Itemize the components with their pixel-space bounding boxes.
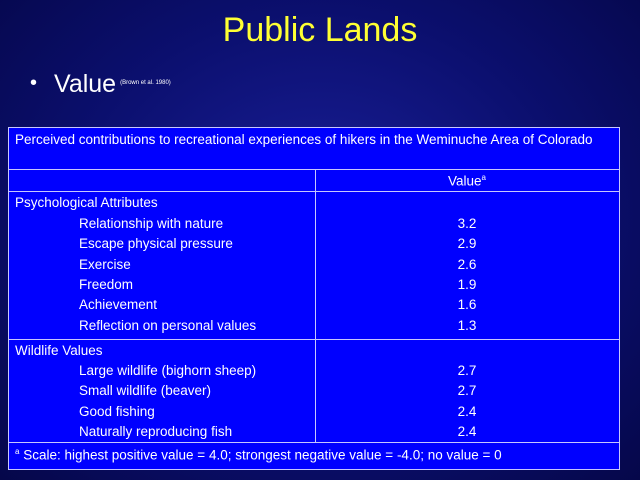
table-row-value: 1.3 [457, 318, 477, 333]
group-label: Psychological Attributes [15, 195, 158, 210]
table-row-value: 2.6 [457, 257, 477, 272]
table-row-label: Freedom [79, 277, 134, 292]
footnote-text: Scale: highest positive value = 4.0; strongest negative value = -4.0; no value = 0 [19, 447, 502, 463]
table-row-label: Exercise [79, 257, 131, 272]
table-row-value: 1.6 [457, 297, 477, 312]
table-footnote [15, 447, 502, 463]
table-row-value: 2.7 [457, 383, 477, 398]
value-column-header [315, 173, 619, 189]
footnote-mark: a [15, 447, 20, 456]
value-header-label: Value [448, 173, 482, 189]
table-row-value: 1.9 [457, 277, 477, 292]
table-row-label: Relationship with nature [79, 216, 224, 231]
table-caption: Perceived contributions to recreational experiences of hikers in the Weminuche Area of Colorado [15, 132, 593, 147]
column-divider [315, 170, 316, 443]
value-header-note: a [481, 173, 486, 182]
table-row-label: Small wildlife (beaver) [79, 383, 212, 398]
bullet-citation: (Brown et al. 1980) [120, 80, 171, 86]
table-row-label: Large wildlife (bighorn sheep) [79, 363, 257, 378]
table-group-psychological [9, 192, 619, 340]
slide-title: Public Lands [222, 11, 418, 49]
table-row-label: Achievement [79, 297, 158, 312]
bullet-item [30, 68, 171, 99]
table-footnote-row [9, 443, 619, 469]
table-row-label: Good fishing [79, 404, 155, 419]
table-row-label: Naturally reproducing fish [79, 424, 233, 439]
table-row-value: 2.7 [457, 363, 477, 378]
data-table [8, 127, 620, 470]
table-caption-row [9, 128, 619, 170]
table-row-value: 2.4 [457, 404, 477, 419]
group-label: Wildlife Values [15, 343, 103, 358]
table-row-label: Escape physical pressure [79, 236, 233, 251]
bullet-dot-icon: • [30, 72, 38, 94]
table-header-row [9, 170, 619, 192]
bullet-text: Value [54, 70, 117, 98]
table-row-label: Reflection on personal values [79, 318, 257, 333]
table-row-value: 2.4 [457, 424, 477, 439]
table-row-value: 2.9 [457, 236, 477, 251]
table-group-wildlife [9, 340, 619, 443]
table-row-value: 3.2 [457, 216, 477, 231]
